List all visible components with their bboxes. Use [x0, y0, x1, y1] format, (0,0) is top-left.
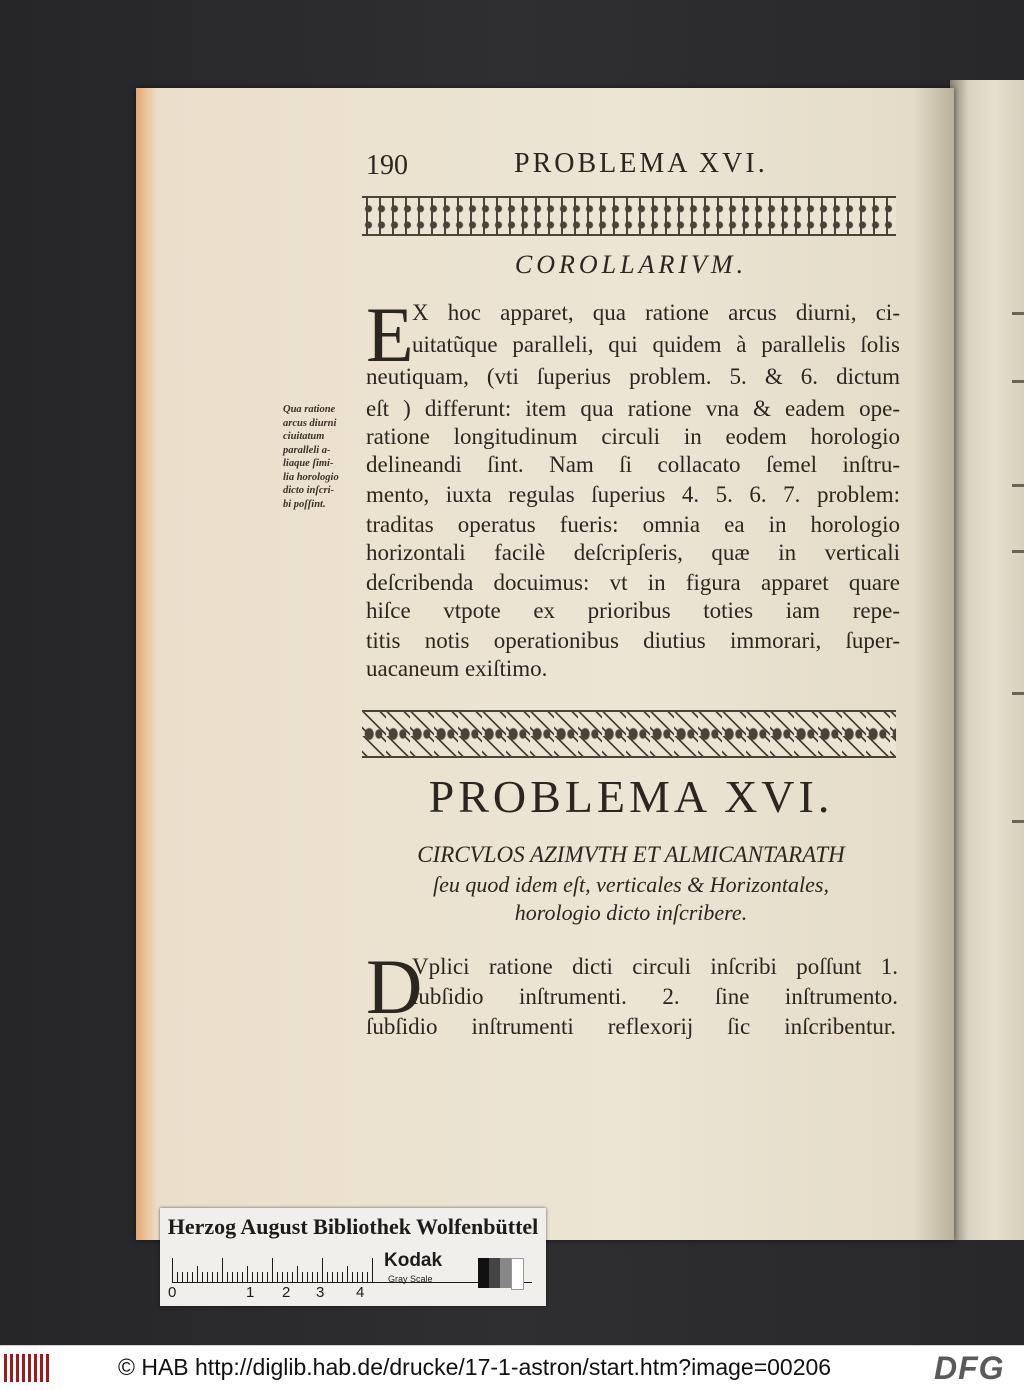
corollarium-line: delineandi ſint. Nam ſi collacato ſemel inſtru- [366, 452, 900, 477]
margin-note-line: dicto inſcri- [283, 485, 335, 496]
ruler-tick [282, 1272, 283, 1282]
gray-swatches [478, 1258, 524, 1288]
corollarium-line: eſt ) differunt: item qua ratione vna & eadem ope- [366, 396, 900, 421]
ruler-tick [182, 1272, 183, 1282]
problem-title: PROBLEMA XVI. [428, 771, 834, 822]
problem-line: ſubſidio inſtrumenti. 2. ſine inſtrumento. [412, 984, 898, 1009]
ruler-tick [212, 1272, 213, 1282]
ornament-band-top [362, 196, 896, 236]
dfg-logo: DFG [934, 1350, 1005, 1386]
corollarium-line: uitatũque paralleli, qui quidem à parallelis ſolis [412, 332, 900, 357]
ruler-tick [257, 1272, 258, 1282]
facing-page-edge [950, 80, 1024, 1240]
margin-note-line: paralleli a- [283, 444, 331, 456]
corollarium-line: titis notis operationibus diutius immorari, ſuper- [366, 628, 900, 653]
margin-note-line: bi poſſint. [283, 498, 326, 510]
library-name: Herzog August Bibliothek Wolfenbüttel [167, 1214, 539, 1239]
corollarium-line: ratione longitudinum circuli in eodem horologio [366, 424, 900, 449]
problem-subtitle-2: ſeu quod idem eſt, verticales & Horizontales, [433, 872, 829, 897]
ruler-tick [177, 1272, 178, 1282]
corollarium-line: hiſce vtpote ex prioribus toties iam repe- [366, 598, 900, 623]
ruler-tick [332, 1272, 333, 1282]
ruler-tick [262, 1272, 263, 1282]
ruler-tick [367, 1272, 368, 1282]
ruler-tick [372, 1258, 373, 1282]
ruler-tick [297, 1266, 298, 1282]
corollarium-line: deſcribenda docuimus: vt in figura apparet quare [366, 570, 900, 595]
ruler-tick [277, 1272, 278, 1282]
ruler-tick [242, 1272, 243, 1282]
ruler-tick [197, 1266, 198, 1282]
corollarium-heading: COROLLARIVM. [514, 250, 748, 279]
page-header [366, 146, 896, 186]
ruler-tick [347, 1266, 348, 1282]
ruler-tick [362, 1272, 363, 1282]
margin-note [283, 403, 361, 511]
ruler-tick [317, 1272, 318, 1282]
ruler-tick [232, 1272, 233, 1282]
ruler-tick [217, 1272, 218, 1282]
margin-note-line: lia horologio [283, 471, 339, 483]
ruler-tick [322, 1258, 323, 1282]
ruler-tick [237, 1272, 238, 1282]
ruler-tick [352, 1272, 353, 1282]
corollarium-line: neutiquam, (vti ſuperius problem. 5. & 6. dictum [366, 364, 900, 389]
ruler-tick [342, 1272, 343, 1282]
corollarium-line: mento, iuxta regulas ſuperius 4. 5. 6. 7. problem: [366, 482, 900, 507]
drop-cap-e: E [366, 291, 414, 378]
gray-scale-text: Gray Scale [388, 1274, 433, 1284]
ornament-band-middle [362, 710, 896, 758]
problem-line: Vplici ratione dicti circuli inſcribi poſſunt 1. [412, 954, 898, 979]
problem-subtitle-1: CIRCVLOS AZIMVTH ET ALMICANTARATH [417, 842, 845, 867]
drop-cap-d: D [366, 943, 423, 1030]
ruler-tick [302, 1272, 303, 1282]
ruler-tick [312, 1272, 313, 1282]
kodak-brand: Kodak [384, 1250, 443, 1271]
ruler-tick [267, 1272, 268, 1282]
margin-note-line: liaque ſimi- [283, 458, 334, 469]
ruler-tick [172, 1258, 173, 1282]
ruler-tick [287, 1272, 288, 1282]
ruler-tick [272, 1258, 273, 1282]
problem-subtitle-3: horologio dicto inſcribere. [514, 900, 748, 925]
ruler-tick [247, 1266, 248, 1282]
corollarium-line: X hoc apparet, qua ratione arcus diurni, ci- [412, 300, 900, 325]
ruler-tick [357, 1272, 358, 1282]
corollarium-line: horizontali facilè deſcripſeris, quæ in verticali [366, 540, 900, 565]
hab-logo-icon [4, 1354, 50, 1382]
corollarium-line: traditas operatus fueris: omnia ea in horologio [366, 512, 900, 537]
scale-number-0: 0 [168, 1284, 177, 1301]
ruler-tick [207, 1272, 208, 1282]
page-number: 190 [366, 150, 408, 181]
running-head: PROBLEMA XVI. [514, 148, 768, 179]
ruler-tick [327, 1272, 328, 1282]
ruler-tick [337, 1272, 338, 1282]
ruler-tick [227, 1272, 228, 1282]
corollarium-line: uacaneum exiſtimo. [366, 656, 548, 681]
scale-number-1: 1 [246, 1284, 255, 1301]
ruler-tick [222, 1258, 223, 1282]
margin-note-line: ciuitatum [283, 431, 325, 442]
scale-number-2: 2 [282, 1284, 291, 1301]
library-color-chart-label [160, 1208, 546, 1306]
footer-bar [0, 1345, 1024, 1390]
problem-line: ſubſidio inſtrumenti reflexorij ſic inſcribentur. [366, 1014, 896, 1039]
margin-note-line: arcus diurni [283, 417, 337, 429]
copyright-link[interactable]: © HAB http://diglib.hab.de/drucke/17-1-astron/start.htm?image=00206 [118, 1354, 832, 1380]
ruler-tick [192, 1272, 193, 1282]
scale-number-3: 3 [316, 1284, 325, 1301]
ruler-tick [252, 1272, 253, 1282]
ruler-tick [187, 1272, 188, 1282]
ruler-tick [307, 1272, 308, 1282]
margin-note-line: Qua ratione [283, 404, 336, 415]
scale-number-4: 4 [356, 1284, 365, 1301]
ruler-tick [292, 1272, 293, 1282]
ruler-tick [202, 1272, 203, 1282]
